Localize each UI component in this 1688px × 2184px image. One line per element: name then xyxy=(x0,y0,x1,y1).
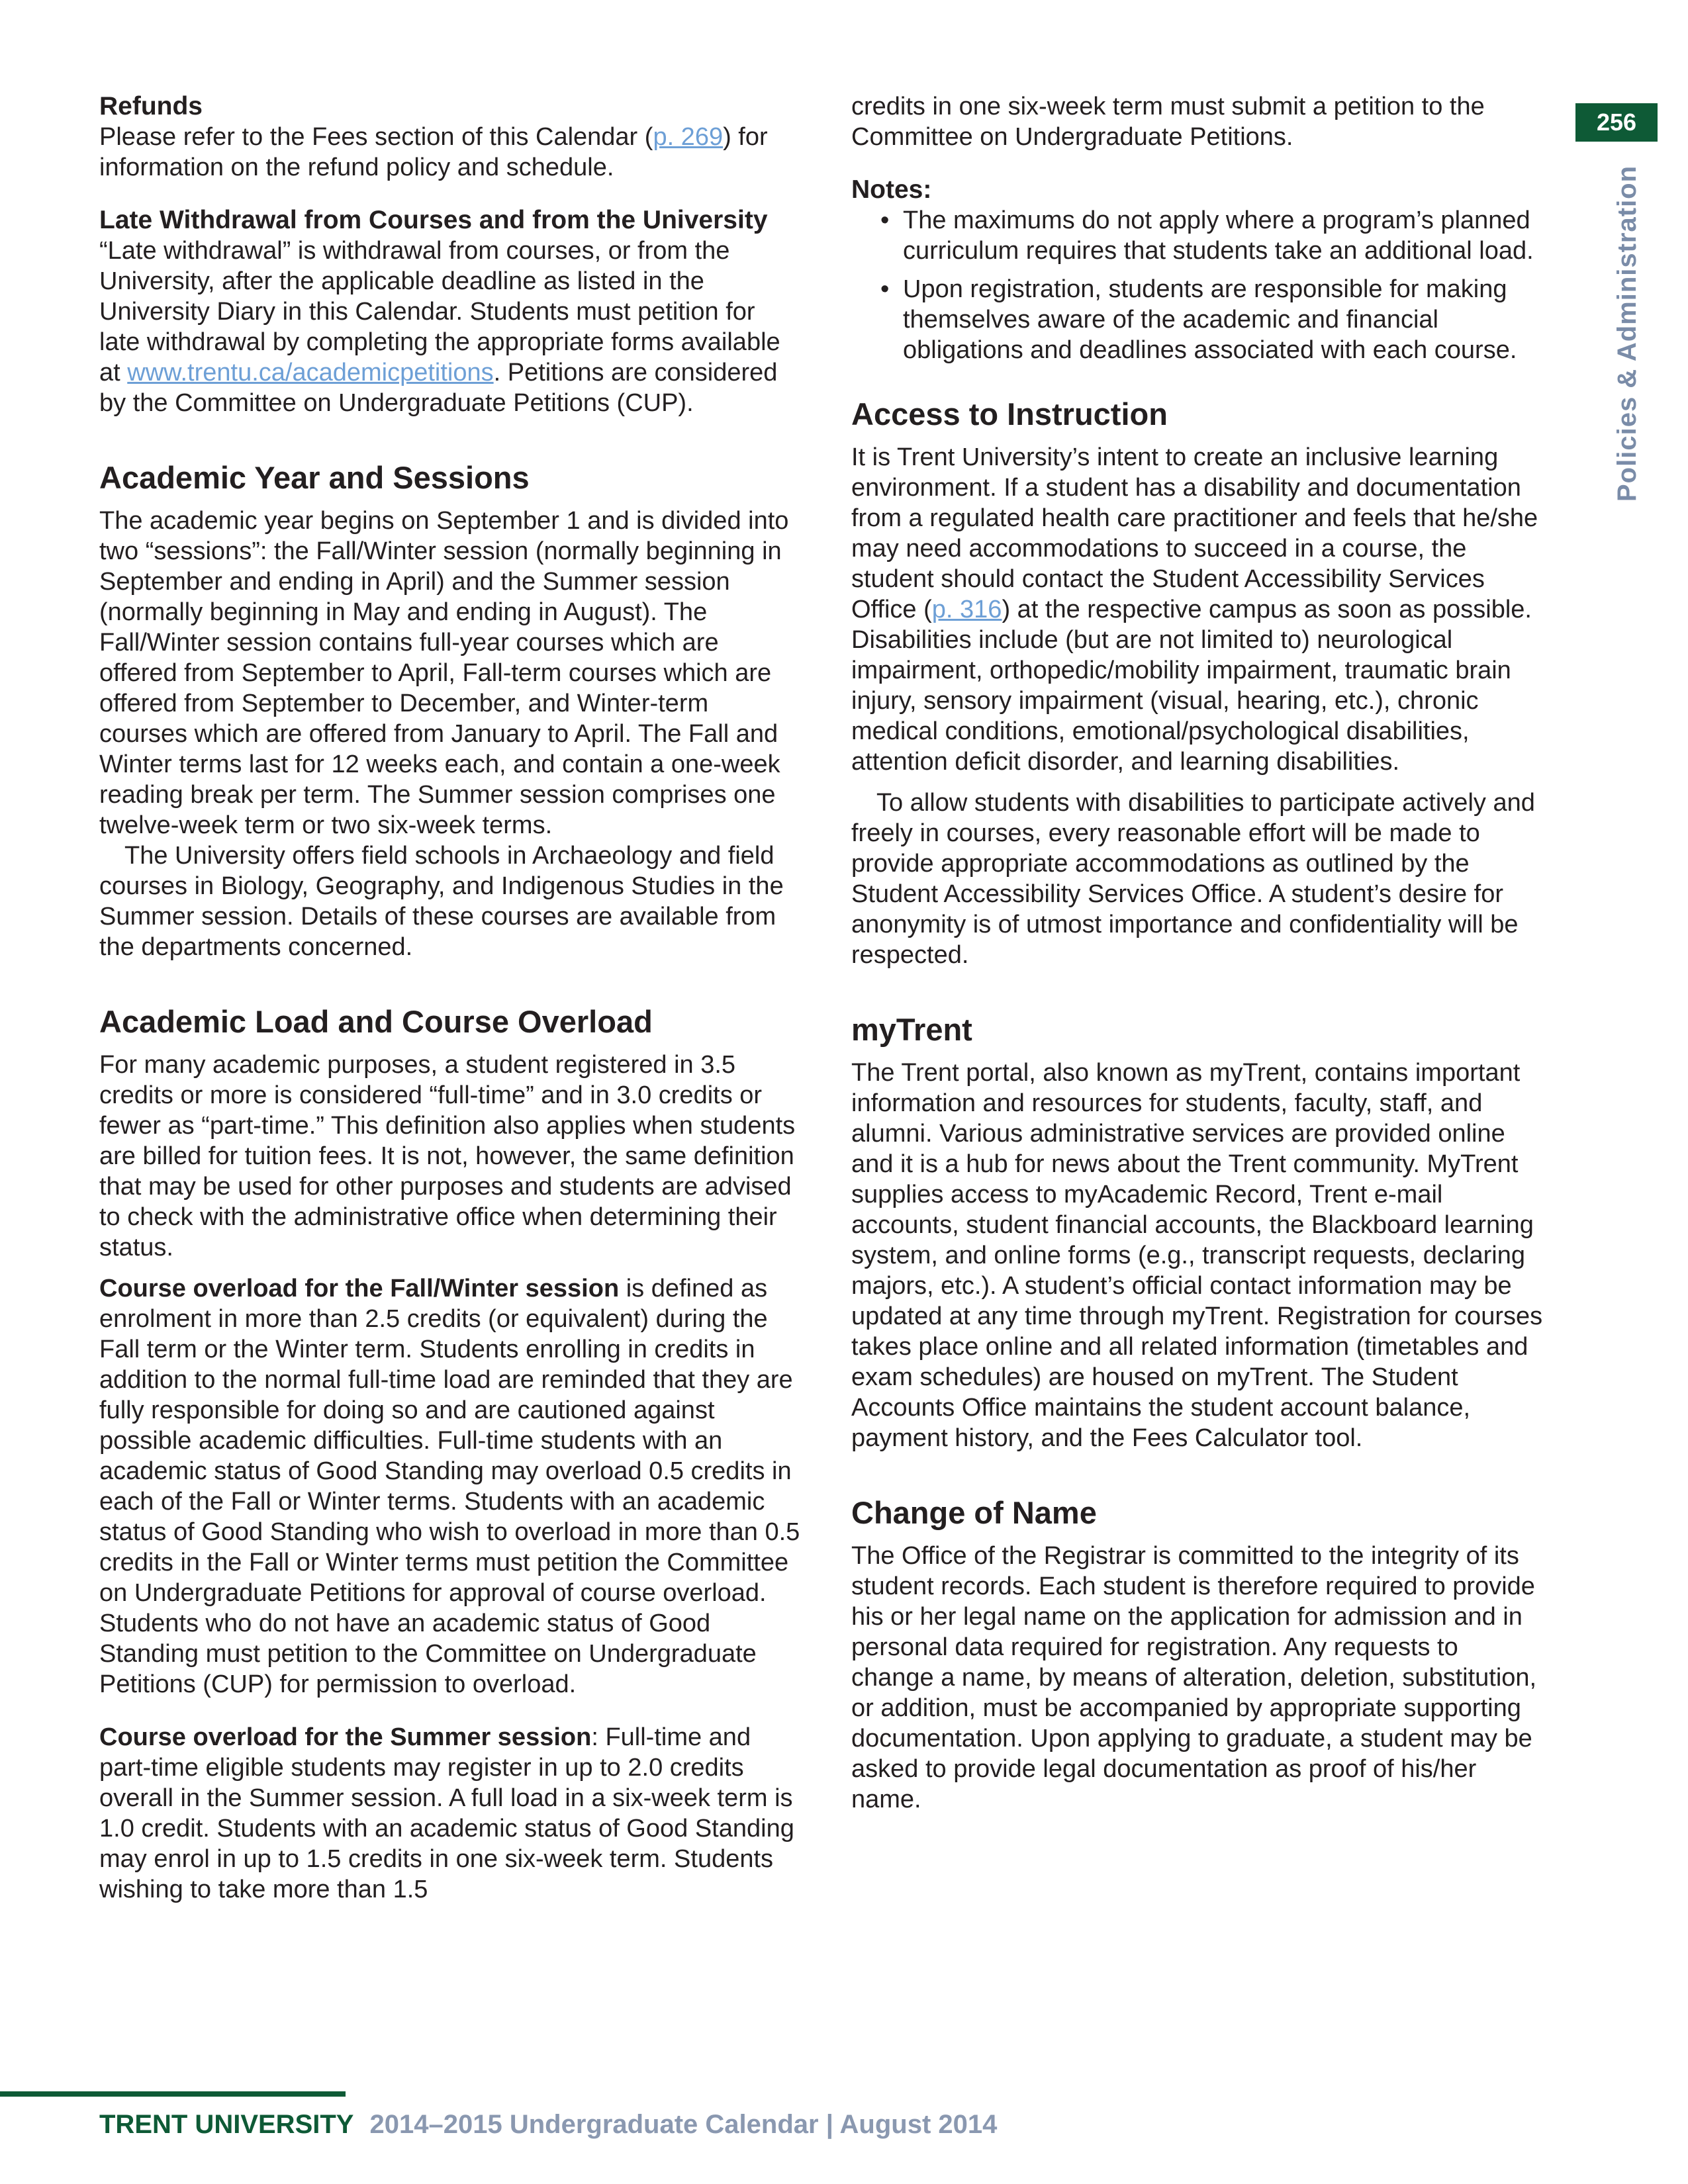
mytrent-heading: myTrent xyxy=(851,1012,972,1047)
access-heading: Access to Instruction xyxy=(851,396,1168,432)
fees-page-link[interactable]: p. 269 xyxy=(653,123,724,151)
change-name-heading: Change of Name xyxy=(851,1495,1097,1530)
footer-university: TRENT UNIVERSITY xyxy=(99,2110,354,2139)
academic-year-paragraph-2: The University offers field schools in Archaeology and field courses in Biology, Geography, and Indigenous Studies in the Summer session. Details of these courses are available from the departments concerned. xyxy=(99,842,784,961)
summer-overload-continued: credits in one six-week term must submit a petition to the Committee on Undergraduate Petitions. xyxy=(851,93,1485,151)
notes-item: • Upon registration, students are responsible for making themselves aware of the academic and financial obligations and deadlines associated with each course. xyxy=(880,275,1517,364)
page-number: 256 xyxy=(1575,103,1658,142)
change-name-paragraph: The Office of the Registrar is committed to the integrity of its student records. Each student is therefore required to provide his or her legal name on the application for admission and in personal data required for registration. Any requests to change a name, by means of alteration, deletion, substitution, or addition, must be accompanied by appropriate supporting documentation. Upon applying to graduate, a student may be asked to provide legal documentation as proof of his/her name. xyxy=(851,1542,1537,1813)
late-withdrawal-heading: Late Withdrawal from Courses and from the University xyxy=(99,206,768,234)
refunds-paragraph: Please refer to the Fees section of this Calendar (p. 269) for information on the refund policy and schedule. xyxy=(99,123,768,181)
fall-winter-overload-paragraph: Course overload for the Fall/Winter session is defined as enrolment in more than 2.5 credits (or equivalent) during the Fall term or the Winter term. Students enrolling in credits in addition to the normal full-time load are reminded that they are fully responsible for doing so and are cautioned against possible academic difficulties. Full-time students with an academic status of Good Standing may overload 0.5 credits in each of the Fall or Winter terms. Students with an academic status of Good Standing who wish to overload in more than 0.5 credits in the Fall or Winter terms must petition the Committee on Undergraduate Petitions for approval of course overload. Students who do not have an academic status of Good Standing must petition to the Committee on Undergraduate Petitions (CUP) for permission to overload. xyxy=(99,1275,800,1698)
late-withdrawal-paragraph: “Late withdrawal” is withdrawal from courses, or from the University, after the applicable deadline as listed in the University Diary in this Calendar. Students must petition for late withdrawal by completing the appropriate forms available at www.trentu.ca/academicpetitions. Petitions are considered by the Committee on Undergraduate Petitions (CUP). xyxy=(99,237,780,417)
notes-list xyxy=(851,205,1546,365)
notes-item: • The maximums do not apply where a program’s planned curriculum requires that students take an additional load. xyxy=(880,206,1534,265)
access-paragraph-2: To allow students with disabilities to participate actively and freely in courses, every reasonable effort will be made to provide appropriate accommodations as outlined by the Student Accessibility Services Office. A student’s desire for anonymity is of utmost importance and confidentiality will be respected. xyxy=(851,789,1535,969)
footer xyxy=(99,2110,997,2140)
academic-load-paragraph-1: For many academic purposes, a student registered in 3.5 credits or more is considered “full-time” and in 3.0 credits or fewer as “part-time.” This definition also applies when students are billed for tuition fees. It is not, however, the same definition that may be used for other purposes and students are advised to check with the administrative office when determining their status. xyxy=(99,1051,796,1261)
left-column xyxy=(99,91,802,1905)
refunds-heading: Refunds xyxy=(99,92,203,120)
academic-load-heading: Academic Load and Course Overload xyxy=(99,1004,653,1039)
footer-calendar: 2014–2015 Undergraduate Calendar | August 2014 xyxy=(369,2110,998,2139)
accessibility-page-link[interactable]: p. 316 xyxy=(931,596,1002,623)
academic-petitions-link[interactable]: www.trentu.ca/academicpetitions xyxy=(127,359,494,387)
academic-year-heading: Academic Year and Sessions xyxy=(99,460,530,495)
footer-rule xyxy=(0,2091,346,2097)
summer-overload-paragraph: Course overload for the Summer session: Full-time and part-time eligible students may register in up to 2.0 credits overall in the Summer session. A full load in a six-week term is 1.0 credit. Students with an academic status of Good Standing may enrol in up to 1.5 credits in one six-week term. Students wishing to take more than 1.5 xyxy=(99,1723,794,1903)
section-side-label: Policies & Administration xyxy=(1613,165,1642,502)
notes-heading: Notes: xyxy=(851,175,932,204)
bullet-icon: • xyxy=(880,206,890,234)
bullet-icon: • xyxy=(880,275,890,303)
mytrent-paragraph: The Trent portal, also known as myTrent, contains important information and resources for students, faculty, staff, and alumni. Various administrative services are provided online and it is a hub for news about the Trent community. MyTrent supplies access to myAcademic Record, Trent e-mail accounts, student financial accounts, the Blackboard learning system, and online forms (e.g., transcript requests, declaring majors, etc.). A student’s official contact information may be updated at any time through myTrent. Registration for courses takes place online and all related information (timetables and exam schedules) are housed on myTrent. The Student Accounts Office maintains the student account balance, payment history, and the Fees Calculator tool. xyxy=(851,1059,1543,1452)
access-paragraph-1: It is Trent University’s intent to create an inclusive learning environment. If a student has a disability and documentation from a regulated health care practitioner and feels that he/she may need accommodations to succeed in a course, the student should contact the Student Accessibility Services Office (p. 316) at the respective campus as soon as possible. Disabilities include (but are not limited to) neurological impairment, orthopedic/mobility impairment, traumatic brain injury, sensory impairment (visual, hearing, etc.), chronic medical conditions, emotional/psychological disabilities, attention deficit disorder, and learning disabilities. xyxy=(851,443,1538,776)
right-column xyxy=(851,91,1546,1815)
academic-year-paragraph-1: The academic year begins on September 1 and is divided into two “sessions”: the Fall/Winter session (normally beginning in September and ending in April) and the Summer session (normally beginning in May and ending in August). The Fall/Winter session contains full-year courses which are offered from September to April, Fall-term courses which are offered from September to December, and Winter-term courses which are offered from January to April. The Fall and Winter terms last for 12 weeks each, and contain a one-week reading break per term. The Summer session comprises one twelve-week term or two six-week terms. xyxy=(99,507,789,839)
